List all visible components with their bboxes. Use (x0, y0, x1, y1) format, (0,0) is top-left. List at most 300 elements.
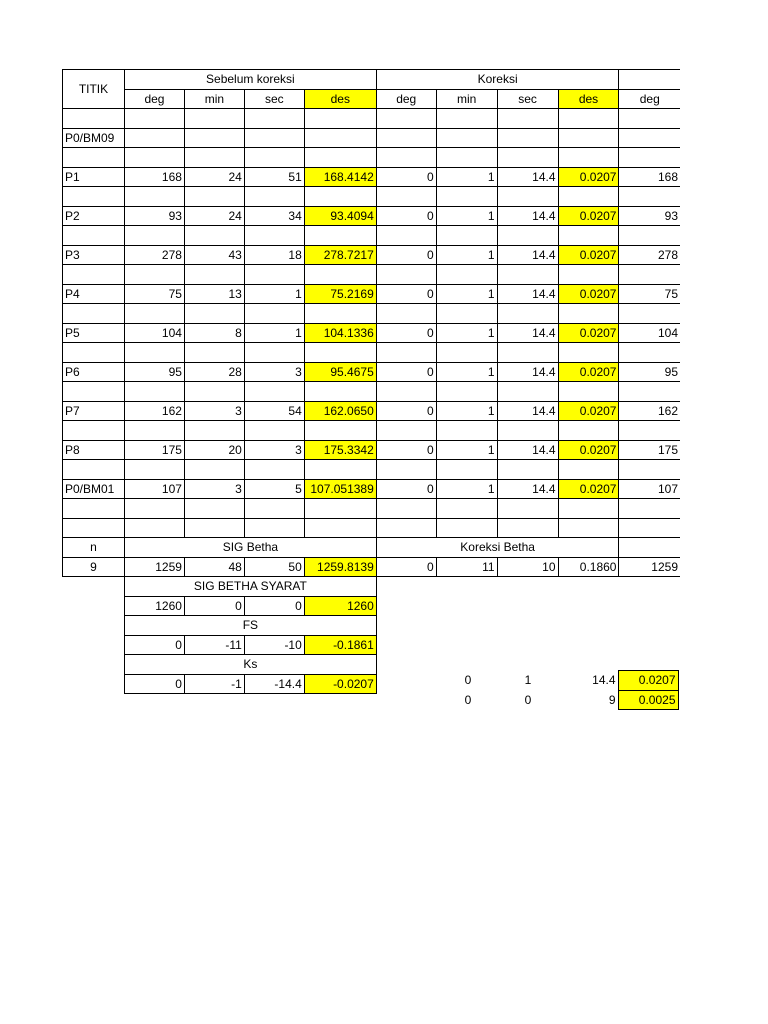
empty-cell (619, 499, 680, 519)
empty-cell (244, 265, 304, 285)
des-cell: 93.4094 (304, 206, 376, 226)
des-cell: 162.0650 (304, 401, 376, 421)
empty-cell (558, 382, 619, 402)
station-name: P0/BM01 (63, 479, 125, 499)
empty-cell (304, 304, 376, 324)
sig-betha-syarat-label: SIG BETHA SYARAT (124, 577, 376, 597)
min-cell: 8 (184, 323, 244, 343)
empty-cell (184, 382, 244, 402)
sec-cell: 3 (244, 440, 304, 460)
empty-cell (244, 421, 304, 441)
spacer-row (63, 382, 681, 402)
empty-cell (244, 148, 304, 168)
empty-cell (124, 460, 184, 480)
min-cell: 3 (184, 479, 244, 499)
koreksi-deg-cell: 0 (376, 284, 436, 304)
koreksi-min-cell: 1 (436, 206, 497, 226)
koreksi-deg-cell: 0 (376, 323, 436, 343)
empty-cell (558, 577, 619, 597)
fs-sec: -10 (244, 635, 304, 655)
empty-cell (619, 343, 680, 363)
empty-cell (244, 109, 304, 129)
syarat-row (63, 596, 681, 616)
empty-cell (619, 538, 680, 558)
empty-cell (497, 187, 558, 207)
empty-cell (244, 187, 304, 207)
empty-cell (558, 616, 619, 636)
koreksi-sec-cell (497, 128, 558, 148)
deg-cell: 168 (124, 167, 184, 187)
summary-header-row (63, 538, 681, 558)
empty-cell (619, 421, 680, 441)
empty-cell (376, 382, 436, 402)
empty-cell (497, 148, 558, 168)
empty-cell (376, 518, 436, 538)
koreksi-deg-cell: 0 (376, 362, 436, 382)
n-label: n (63, 538, 125, 558)
empty-cell (63, 616, 125, 636)
summary-values-row (63, 557, 681, 577)
empty-cell (63, 421, 125, 441)
spacer-row (63, 265, 681, 285)
ks-des: -0.0207 (304, 674, 376, 694)
empty-cell (376, 304, 436, 324)
empty-cell (558, 187, 619, 207)
kor-deg: 0 (376, 557, 436, 577)
empty-cell (63, 499, 125, 519)
syarat-deg: 1260 (124, 596, 184, 616)
empty-cell (497, 382, 558, 402)
spacer-row (63, 518, 681, 538)
min-cell: 13 (184, 284, 244, 304)
deg-cell: 93 (619, 206, 680, 226)
sec-cell: 3 (244, 362, 304, 382)
empty-cell (436, 226, 497, 246)
empty-cell (558, 148, 619, 168)
side-row (438, 690, 678, 710)
col-header: des (558, 89, 619, 109)
spacer-row (63, 460, 681, 480)
koreksi-deg-cell: 0 (376, 440, 436, 460)
col-header: sec (244, 89, 304, 109)
empty-cell (558, 518, 619, 538)
koreksi-sec-cell: 14.4 (497, 440, 558, 460)
koreksi-des-cell: 0.0207 (558, 206, 619, 226)
koreksi-sec-cell: 14.4 (497, 401, 558, 421)
empty-cell (124, 148, 184, 168)
empty-cell (436, 343, 497, 363)
empty-cell (124, 304, 184, 324)
empty-cell (124, 187, 184, 207)
koreksi-betha-label: Koreksi Betha (376, 538, 619, 558)
des-cell: 75.2169 (304, 284, 376, 304)
empty-cell (376, 616, 436, 636)
sec-cell: 18 (244, 245, 304, 265)
empty-cell (124, 382, 184, 402)
empty-cell (376, 421, 436, 441)
kor-min: 11 (436, 557, 497, 577)
empty-cell (558, 596, 619, 616)
deg-cell: 75 (619, 284, 680, 304)
angle-correction-table (62, 69, 680, 694)
sec-cell: 54 (244, 401, 304, 421)
koreksi-des-cell: 0.0207 (558, 440, 619, 460)
deg-cell: 278 (124, 245, 184, 265)
empty-cell (244, 460, 304, 480)
empty-cell (558, 109, 619, 129)
sig-betha-label: SIG Betha (124, 538, 376, 558)
empty-cell (304, 226, 376, 246)
empty-cell (558, 635, 619, 655)
deg-cell: 104 (124, 323, 184, 343)
empty-cell (244, 499, 304, 519)
des-cell: 175.3342 (304, 440, 376, 460)
table-row (63, 128, 681, 148)
empty-cell (497, 226, 558, 246)
empty-cell (63, 655, 125, 675)
station-name: P6 (63, 362, 125, 382)
koreksi-min-cell: 1 (436, 284, 497, 304)
empty-cell (124, 499, 184, 519)
min-cell: 28 (184, 362, 244, 382)
side-min: 0 (524, 692, 532, 707)
empty-cell (376, 577, 436, 597)
empty-cell (436, 265, 497, 285)
des-cell: 95.4675 (304, 362, 376, 382)
koreksi-min-cell: 1 (436, 401, 497, 421)
empty-cell (304, 518, 376, 538)
deg-cell: 162 (124, 401, 184, 421)
empty-cell (184, 343, 244, 363)
fs-label: FS (124, 616, 376, 636)
deg-cell: 107 (619, 479, 680, 499)
empty-cell (63, 109, 125, 129)
empty-cell (63, 304, 125, 324)
empty-cell (436, 616, 497, 636)
min-cell (184, 128, 244, 148)
empty-cell (436, 460, 497, 480)
deg-cell: 95 (619, 362, 680, 382)
sig-deg: 1259 (124, 557, 184, 577)
koreksi-des-cell: 0.0207 (558, 323, 619, 343)
empty-cell (63, 187, 125, 207)
deg-cell (124, 128, 184, 148)
side-row (438, 671, 678, 691)
empty-cell (619, 596, 680, 616)
table-row (63, 167, 681, 187)
table-row (63, 401, 681, 421)
empty-cell (184, 109, 244, 129)
empty-cell (376, 187, 436, 207)
empty-cell (558, 226, 619, 246)
sig-sec: 50 (244, 557, 304, 577)
empty-cell (497, 596, 558, 616)
col-header: deg (376, 89, 436, 109)
empty-cell (304, 421, 376, 441)
empty-cell (497, 304, 558, 324)
empty-cell (184, 148, 244, 168)
empty-cell (436, 109, 497, 129)
empty-cell (619, 577, 680, 597)
empty-cell (304, 382, 376, 402)
spacer-row (63, 148, 681, 168)
empty-cell (376, 343, 436, 363)
empty-cell (304, 499, 376, 519)
empty-cell (244, 382, 304, 402)
sec-cell (244, 128, 304, 148)
koreksi-des-cell: 0.0207 (558, 401, 619, 421)
empty-cell (244, 343, 304, 363)
empty-cell (184, 518, 244, 538)
header-extra (619, 70, 680, 90)
station-name: P7 (63, 401, 125, 421)
station-name: P4 (63, 284, 125, 304)
station-name: P1 (63, 167, 125, 187)
empty-cell (497, 577, 558, 597)
koreksi-des-cell: 0.0207 (558, 167, 619, 187)
empty-cell (497, 343, 558, 363)
empty-cell (63, 265, 125, 285)
empty-cell (497, 616, 558, 636)
ks-deg: 0 (124, 674, 184, 694)
syarat-des: 1260 (304, 596, 376, 616)
spacer-row (63, 226, 681, 246)
deg-cell: 175 (619, 440, 680, 460)
deg-cell: 168 (619, 167, 680, 187)
col-header: des (304, 89, 376, 109)
koreksi-sec-cell: 14.4 (497, 284, 558, 304)
empty-cell (63, 596, 125, 616)
koreksi-deg-cell: 0 (376, 167, 436, 187)
col-header: min (436, 89, 497, 109)
header-koreksi: Koreksi (376, 70, 619, 90)
empty-cell (304, 460, 376, 480)
empty-cell (184, 226, 244, 246)
empty-cell (63, 460, 125, 480)
empty-cell (304, 343, 376, 363)
col-header: min (184, 89, 244, 109)
empty-cell (436, 148, 497, 168)
deg-cell: 75 (124, 284, 184, 304)
empty-cell (376, 499, 436, 519)
min-cell: 24 (184, 167, 244, 187)
station-name: P0/BM09 (63, 128, 125, 148)
ks-min: -1 (184, 674, 244, 694)
sig-des: 1259.8139 (304, 557, 376, 577)
spacer-row (63, 343, 681, 363)
spacer-row (63, 187, 681, 207)
empty-cell (184, 460, 244, 480)
spacer-row (63, 421, 681, 441)
empty-cell (376, 109, 436, 129)
koreksi-des-cell: 0.0207 (558, 362, 619, 382)
koreksi-min-cell: 1 (436, 440, 497, 460)
koreksi-sec-cell: 14.4 (497, 323, 558, 343)
empty-cell (304, 109, 376, 129)
empty-cell (619, 518, 680, 538)
empty-cell (376, 635, 436, 655)
table-row (63, 479, 681, 499)
empty-cell (376, 655, 436, 675)
deg-cell: 278 (619, 245, 680, 265)
sig-min: 48 (184, 557, 244, 577)
empty-cell (436, 187, 497, 207)
side-sec: 14.4 (592, 673, 616, 688)
empty-cell (497, 460, 558, 480)
fs-min: -11 (184, 635, 244, 655)
fs-label-row (63, 616, 681, 636)
empty-cell (436, 518, 497, 538)
empty-cell (497, 518, 558, 538)
koreksi-des-cell: 0.0207 (558, 245, 619, 265)
empty-cell (619, 265, 680, 285)
koreksi-sec-cell: 14.4 (497, 245, 558, 265)
koreksi-sec-cell: 14.4 (497, 167, 558, 187)
empty-cell (63, 343, 125, 363)
sec-cell: 5 (244, 479, 304, 499)
koreksi-deg-cell: 0 (376, 401, 436, 421)
n-value: 9 (63, 557, 125, 577)
kor-deg2: 1259 (619, 557, 680, 577)
empty-cell (436, 382, 497, 402)
des-cell (304, 128, 376, 148)
des-cell: 104.1336 (304, 323, 376, 343)
empty-cell (436, 577, 497, 597)
empty-cell (63, 382, 125, 402)
deg-cell: 104 (619, 323, 680, 343)
empty-cell (376, 460, 436, 480)
des-cell: 168.4142 (304, 167, 376, 187)
side-deg: 0 (464, 692, 472, 707)
koreksi-deg-cell: 0 (376, 245, 436, 265)
empty-cell (497, 635, 558, 655)
deg-cell: 162 (619, 401, 680, 421)
empty-cell (436, 304, 497, 324)
deg-cell: 93 (124, 206, 184, 226)
empty-cell (184, 304, 244, 324)
station-name: P8 (63, 440, 125, 460)
min-cell: 20 (184, 440, 244, 460)
koreksi-des-cell (558, 128, 619, 148)
empty-cell (244, 226, 304, 246)
empty-cell (63, 577, 125, 597)
empty-cell (63, 674, 125, 694)
empty-cell (124, 226, 184, 246)
empty-cell (558, 343, 619, 363)
table-row (63, 323, 681, 343)
empty-cell (619, 304, 680, 324)
kor-sec: 10 (497, 557, 558, 577)
spacer-row (63, 109, 681, 129)
side-min: 1 (524, 673, 532, 688)
empty-cell (376, 148, 436, 168)
koreksi-min-cell: 1 (436, 479, 497, 499)
empty-cell (124, 265, 184, 285)
empty-cell (558, 304, 619, 324)
empty-cell (619, 109, 680, 129)
empty-cell (376, 265, 436, 285)
des-cell: 278.7217 (304, 245, 376, 265)
empty-cell (63, 518, 125, 538)
fs-row (63, 635, 681, 655)
side-des: 0.0207 (618, 671, 678, 691)
deg-cell (619, 128, 680, 148)
spreadsheet (62, 69, 680, 694)
spacer-row (63, 499, 681, 519)
des-cell: 107.051389 (304, 479, 376, 499)
empty-cell (436, 596, 497, 616)
empty-cell (619, 382, 680, 402)
header-titik: TITIK (63, 70, 125, 109)
table-row (63, 440, 681, 460)
deg-cell: 95 (124, 362, 184, 382)
side-sec: 9 (608, 692, 616, 707)
koreksi-sec-cell: 14.4 (497, 362, 558, 382)
sec-cell: 1 (244, 284, 304, 304)
empty-cell (304, 148, 376, 168)
col-header: sec (497, 89, 558, 109)
station-name: P3 (63, 245, 125, 265)
empty-cell (124, 343, 184, 363)
koreksi-sec-cell: 14.4 (497, 206, 558, 226)
table-row (63, 206, 681, 226)
empty-cell (304, 265, 376, 285)
koreksi-des-cell: 0.0207 (558, 284, 619, 304)
empty-cell (558, 499, 619, 519)
empty-cell (619, 226, 680, 246)
sec-cell: 34 (244, 206, 304, 226)
empty-cell (244, 304, 304, 324)
sec-cell: 51 (244, 167, 304, 187)
koreksi-min-cell: 1 (436, 167, 497, 187)
empty-cell (619, 148, 680, 168)
spacer-row (63, 304, 681, 324)
empty-cell (619, 187, 680, 207)
empty-cell (124, 421, 184, 441)
side-des: 0.0025 (618, 690, 678, 710)
koreksi-sec-cell: 14.4 (497, 479, 558, 499)
min-cell: 24 (184, 206, 244, 226)
empty-cell (497, 265, 558, 285)
koreksi-min-cell: 1 (436, 362, 497, 382)
table-row (63, 284, 681, 304)
empty-cell (63, 148, 125, 168)
empty-cell (184, 265, 244, 285)
empty-cell (376, 596, 436, 616)
empty-cell (558, 421, 619, 441)
ks-sec: -14.4 (244, 674, 304, 694)
empty-cell (436, 499, 497, 519)
empty-cell (436, 421, 497, 441)
koreksi-deg-cell: 0 (376, 206, 436, 226)
header-sebelum-koreksi: Sebelum koreksi (124, 70, 376, 90)
empty-cell (63, 226, 125, 246)
empty-cell (558, 460, 619, 480)
min-cell: 3 (184, 401, 244, 421)
empty-cell (124, 518, 184, 538)
station-name: P2 (63, 206, 125, 226)
min-cell: 43 (184, 245, 244, 265)
empty-cell (436, 635, 497, 655)
syarat-sec: 0 (244, 596, 304, 616)
empty-cell (497, 421, 558, 441)
empty-cell (244, 518, 304, 538)
deg-cell: 107 (124, 479, 184, 499)
sec-cell: 1 (244, 323, 304, 343)
koreksi-min-cell: 1 (436, 245, 497, 265)
empty-cell (63, 635, 125, 655)
empty-cell (184, 187, 244, 207)
